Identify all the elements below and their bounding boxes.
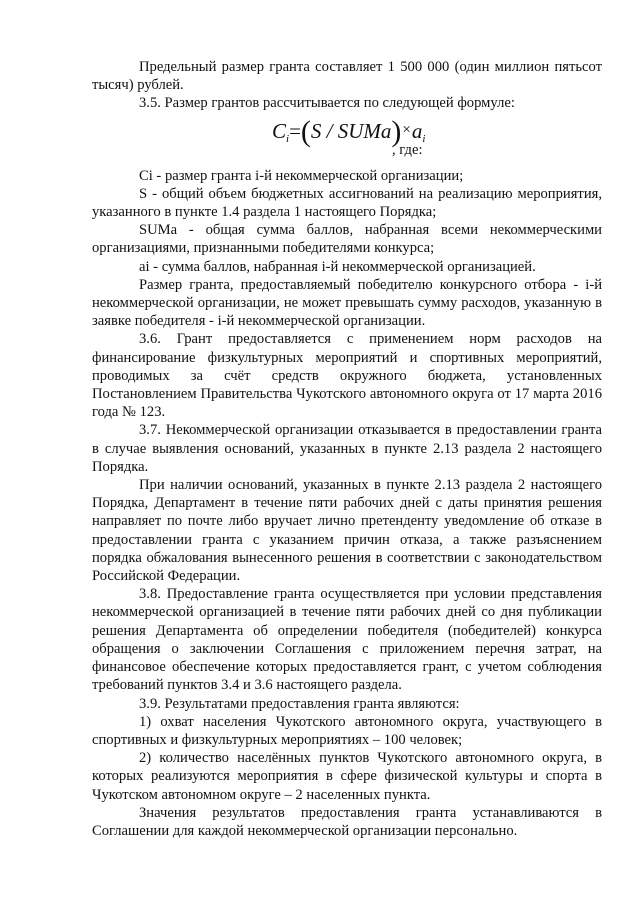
formula-c-sub: i	[286, 132, 290, 145]
formula-tail: , где:	[392, 141, 423, 158]
formula-times: ×	[402, 121, 411, 138]
formula-a: a	[411, 118, 423, 143]
paragraph-refusal: При наличии оснований, указанных в пункте 2.13 раздела 2 настоящего Порядка, Департамент в течение пяти рабочих дней с даты принятия решения направляет по почте либо вручает лично претенденту уведомление об отказе в предоставлении гранта с указанием причин отказа, а также разъяснением порядка обжалования вынесенного решения в соответствии с законодательством Российской Федерации.	[92, 477, 602, 585]
result-item-1: 1) охват населения Чукотского автономного округа, участвующего в спортивных и физкультурных мероприятиях – 100 человек;	[92, 713, 602, 748]
definition-ai: ai - сумма баллов, набранная i-й некоммерческой организацией.	[139, 258, 536, 275]
definition-ci: Ci - размер гранта i-й некоммерческой организации;	[139, 167, 464, 184]
grant-formula	[92, 113, 602, 167]
paragraph-3-7: 3.7. Некоммерческой организации отказывается в предоставлении гранта в случае выявления оснований, указанных в пункте 2.13 раздела 2 настоящего Порядка.	[92, 422, 602, 475]
paragraph-3-8: 3.8. Предоставление гранта осуществляется при условии представления некоммерческой организацией в течение пяти рабочих дней со дня публикации решения Департамента об определении победителя (победителей) конкурса обращения о заключении Соглашения с приложением перечня затрат, на финансовое обеспечение которых предоставляется грант, с учетом соблюдения требований пунктов 3.4 и 3.6 настоящего раздела.	[92, 586, 602, 694]
paragraph-3-9: 3.9. Результатами предоставления гранта являются:	[139, 695, 460, 712]
paragraph-grant-cap: Размер гранта, предоставляемый победителю конкурсного отбора - i-й некоммерческой организации, не может превышать сумму расходов, указанную в заявке победителя - i-й некоммерческой организации.	[92, 276, 602, 330]
paragraph-3-5: 3.5. Размер грантов рассчитывается по следующей формуле:	[139, 95, 515, 112]
formula-open-paren: (	[300, 114, 311, 148]
formula-c: C	[272, 118, 287, 143]
formula-close-paren: )	[391, 114, 402, 148]
paragraph-result-values: Значения результатов предоставления гранта устанавливаются в Соглашении для каждой некоммерческой организации персонально.	[92, 804, 602, 839]
document-page	[92, 58, 602, 840]
result-item-2: 2) количество населённых пунктов Чукотского автономного округа, в которых реализуются мероприятия в сфере физической культуры и спорта в Чукотском автономном округе – 2 населенных пункта.	[92, 750, 602, 803]
formula-inner: S / SUMa	[310, 118, 392, 143]
definition-suma: SUMa - общая сумма баллов, набранная всеми некоммерческими организациями, признанными победителями конкурса;	[92, 222, 602, 257]
definition-s: S - общий объем бюджетных ассигнований на реализацию мероприятия, указанного в пункте 1.4 раздела 1 настоящего Порядка;	[92, 185, 602, 221]
paragraph-grant-limit: Предельный размер гранта составляет 1 500 000 (один миллион пятьсот тысяч) рублей.	[92, 59, 602, 94]
paragraph-3-6: 3.6. Грант предоставляется с применением норм расходов на финансирование физкультурных мероприятий и спортивных мероприятий, проводимых за счёт средств окружного бюджета, установленных Постановлением Правительства Чукотского автономного округа от 17 марта 2016 года № 123.	[92, 331, 602, 421]
formula-eq: =	[289, 118, 301, 143]
formula-a-sub: i	[422, 132, 426, 145]
